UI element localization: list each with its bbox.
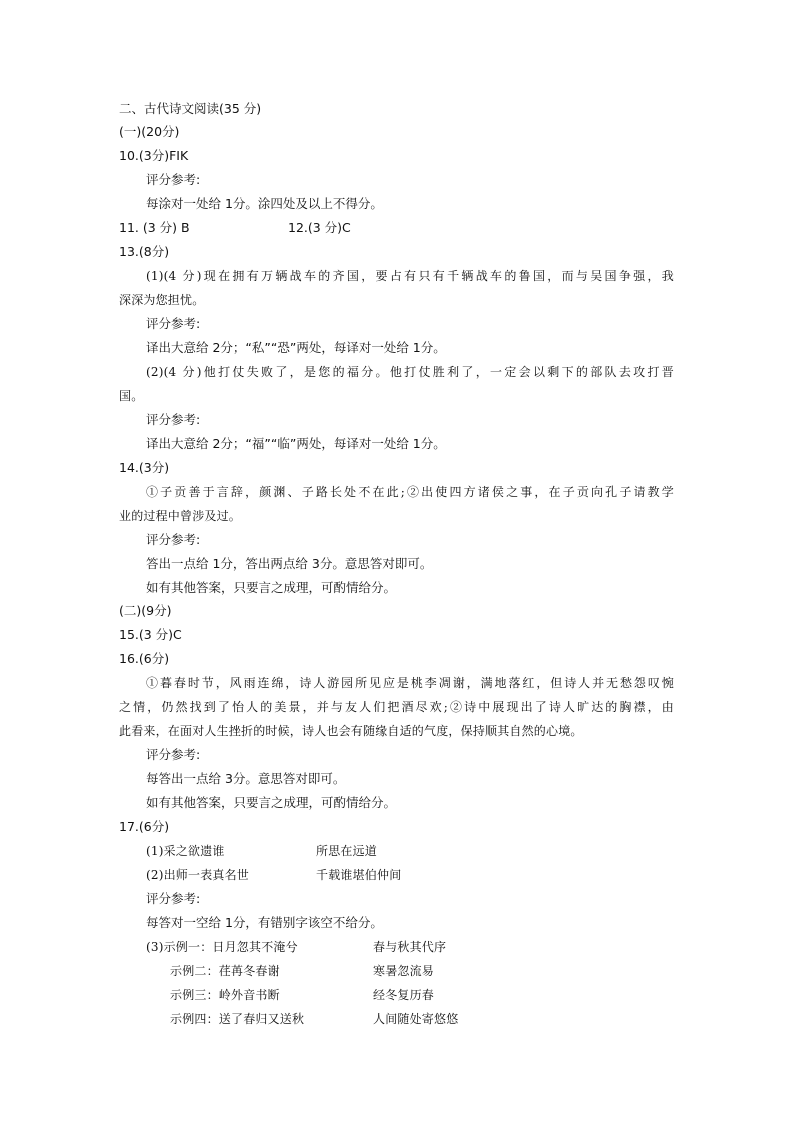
q16-label: 16.(6分) — [119, 651, 170, 666]
q17-example3-left: 示例三：岭外音书断 — [170, 988, 280, 1002]
q14-label: 14.(3分) — [119, 460, 170, 475]
q14-ref: 评分参考: — [146, 532, 201, 547]
q13-answer1-line2: 深深为您担忧。 — [119, 293, 205, 307]
q12-answer: 12.(3 分)C — [288, 220, 351, 235]
q17-row1-left: (1)采之欲遗谁 — [146, 844, 225, 858]
q15-answer: 15.(3 分)C — [119, 627, 182, 642]
q10-ref: 评分参考: — [146, 172, 201, 187]
q14-rule2: 如有其他答案，只要言之成理，可酌情给分。 — [146, 580, 397, 595]
part1-label: (一)(20分) — [119, 124, 180, 139]
q16-ref: 评分参考: — [146, 747, 201, 762]
q17-label: 17.(6分) — [119, 819, 170, 834]
q17-example4-right: 人间随处寄悠悠 — [373, 1012, 459, 1026]
q17-example1-left: (3)示例一：日月忽其不淹兮 — [146, 940, 298, 954]
q13-ref2: 评分参考: — [146, 412, 201, 427]
q17-row2-right: 千载谁堪伯仲间 — [316, 868, 402, 882]
q17-example2-right: 寒暑忽流易 — [373, 964, 435, 978]
q13-answer2-line2: 国。 — [119, 389, 144, 403]
q17-row1-right: 所思在远道 — [316, 844, 378, 858]
q16-answer-line1: ①暮春时节，风雨连绵，诗人游园所见应是桃李凋谢，满地落红，但诗人并无愁怨叹惋 — [146, 676, 674, 690]
q13-rule2: 译出大意给 2分；“福”“临”两处，每译对一处给 1分。 — [146, 436, 446, 451]
q14-answer-line2: 业的过程中曾涉及过。 — [119, 509, 242, 523]
q16-rule2: 如有其他答案，只要言之成理，可酌情给分。 — [146, 795, 397, 810]
q13-label: 13.(8分) — [119, 244, 170, 259]
q17-rule: 每答对一空给 1分，有错别字该空不给分。 — [146, 915, 383, 930]
q13-answer2-line1: (2)(4 分)他打仗失败了，是您的福分。他打仗胜利了，一定会以剩下的部队去攻打晋 — [146, 365, 674, 379]
q13-answer1-line1: (1)(4 分)现在拥有万辆战车的齐国，要占有只有千辆战车的鲁国，而与吴国争强，我 — [146, 269, 674, 283]
q11-answer: 11. (3 分) B — [119, 220, 190, 235]
q16-answer-line2: 之情，仍然找到了怡人的美景，并与友人们把酒尽欢;②诗中展现出了诗人旷达的胸襟，由 — [119, 700, 674, 714]
q14-rule1: 答出一点给 1分，答出两点给 3分。意思答对即可。 — [146, 556, 433, 571]
q16-answer-line3: 此看来，在面对人生挫折的时候，诗人也会有随缘自适的气度，保持顺其自然的心境。 — [119, 724, 583, 738]
q16-rule1: 每答出一点给 3分。意思答对即可。 — [146, 771, 346, 786]
section-title: 二、古代诗文阅读(35 分) — [119, 101, 262, 116]
q17-example4-left: 示例四：送了春归又送秋 — [170, 1012, 305, 1026]
q14-answer-line1: ①子贡善于言辞，颜渊、子路长处不在此;②出使四方诸侯之事，在子贡向孔子请教学 — [146, 485, 674, 499]
q17-ref: 评分参考: — [146, 891, 201, 906]
q13-ref1: 评分参考: — [146, 316, 201, 331]
q17-example3-right: 经冬复历春 — [373, 988, 435, 1002]
q17-row2-left: (2)出师一表真名世 — [146, 868, 249, 882]
q10-rule: 每涂对一处给 1分。涂四处及以上不得分。 — [146, 196, 383, 211]
q13-rule1: 译出大意给 2分；“私”“恐”两处，每译对一处给 1分。 — [146, 340, 446, 355]
q17-example1-right: 春与秋其代序 — [373, 940, 447, 954]
q10-label: 10.(3分)FIK — [119, 148, 189, 163]
part2-label: (二)(9分) — [119, 603, 172, 618]
q17-example2-left: 示例二：荏苒冬春谢 — [170, 964, 280, 978]
